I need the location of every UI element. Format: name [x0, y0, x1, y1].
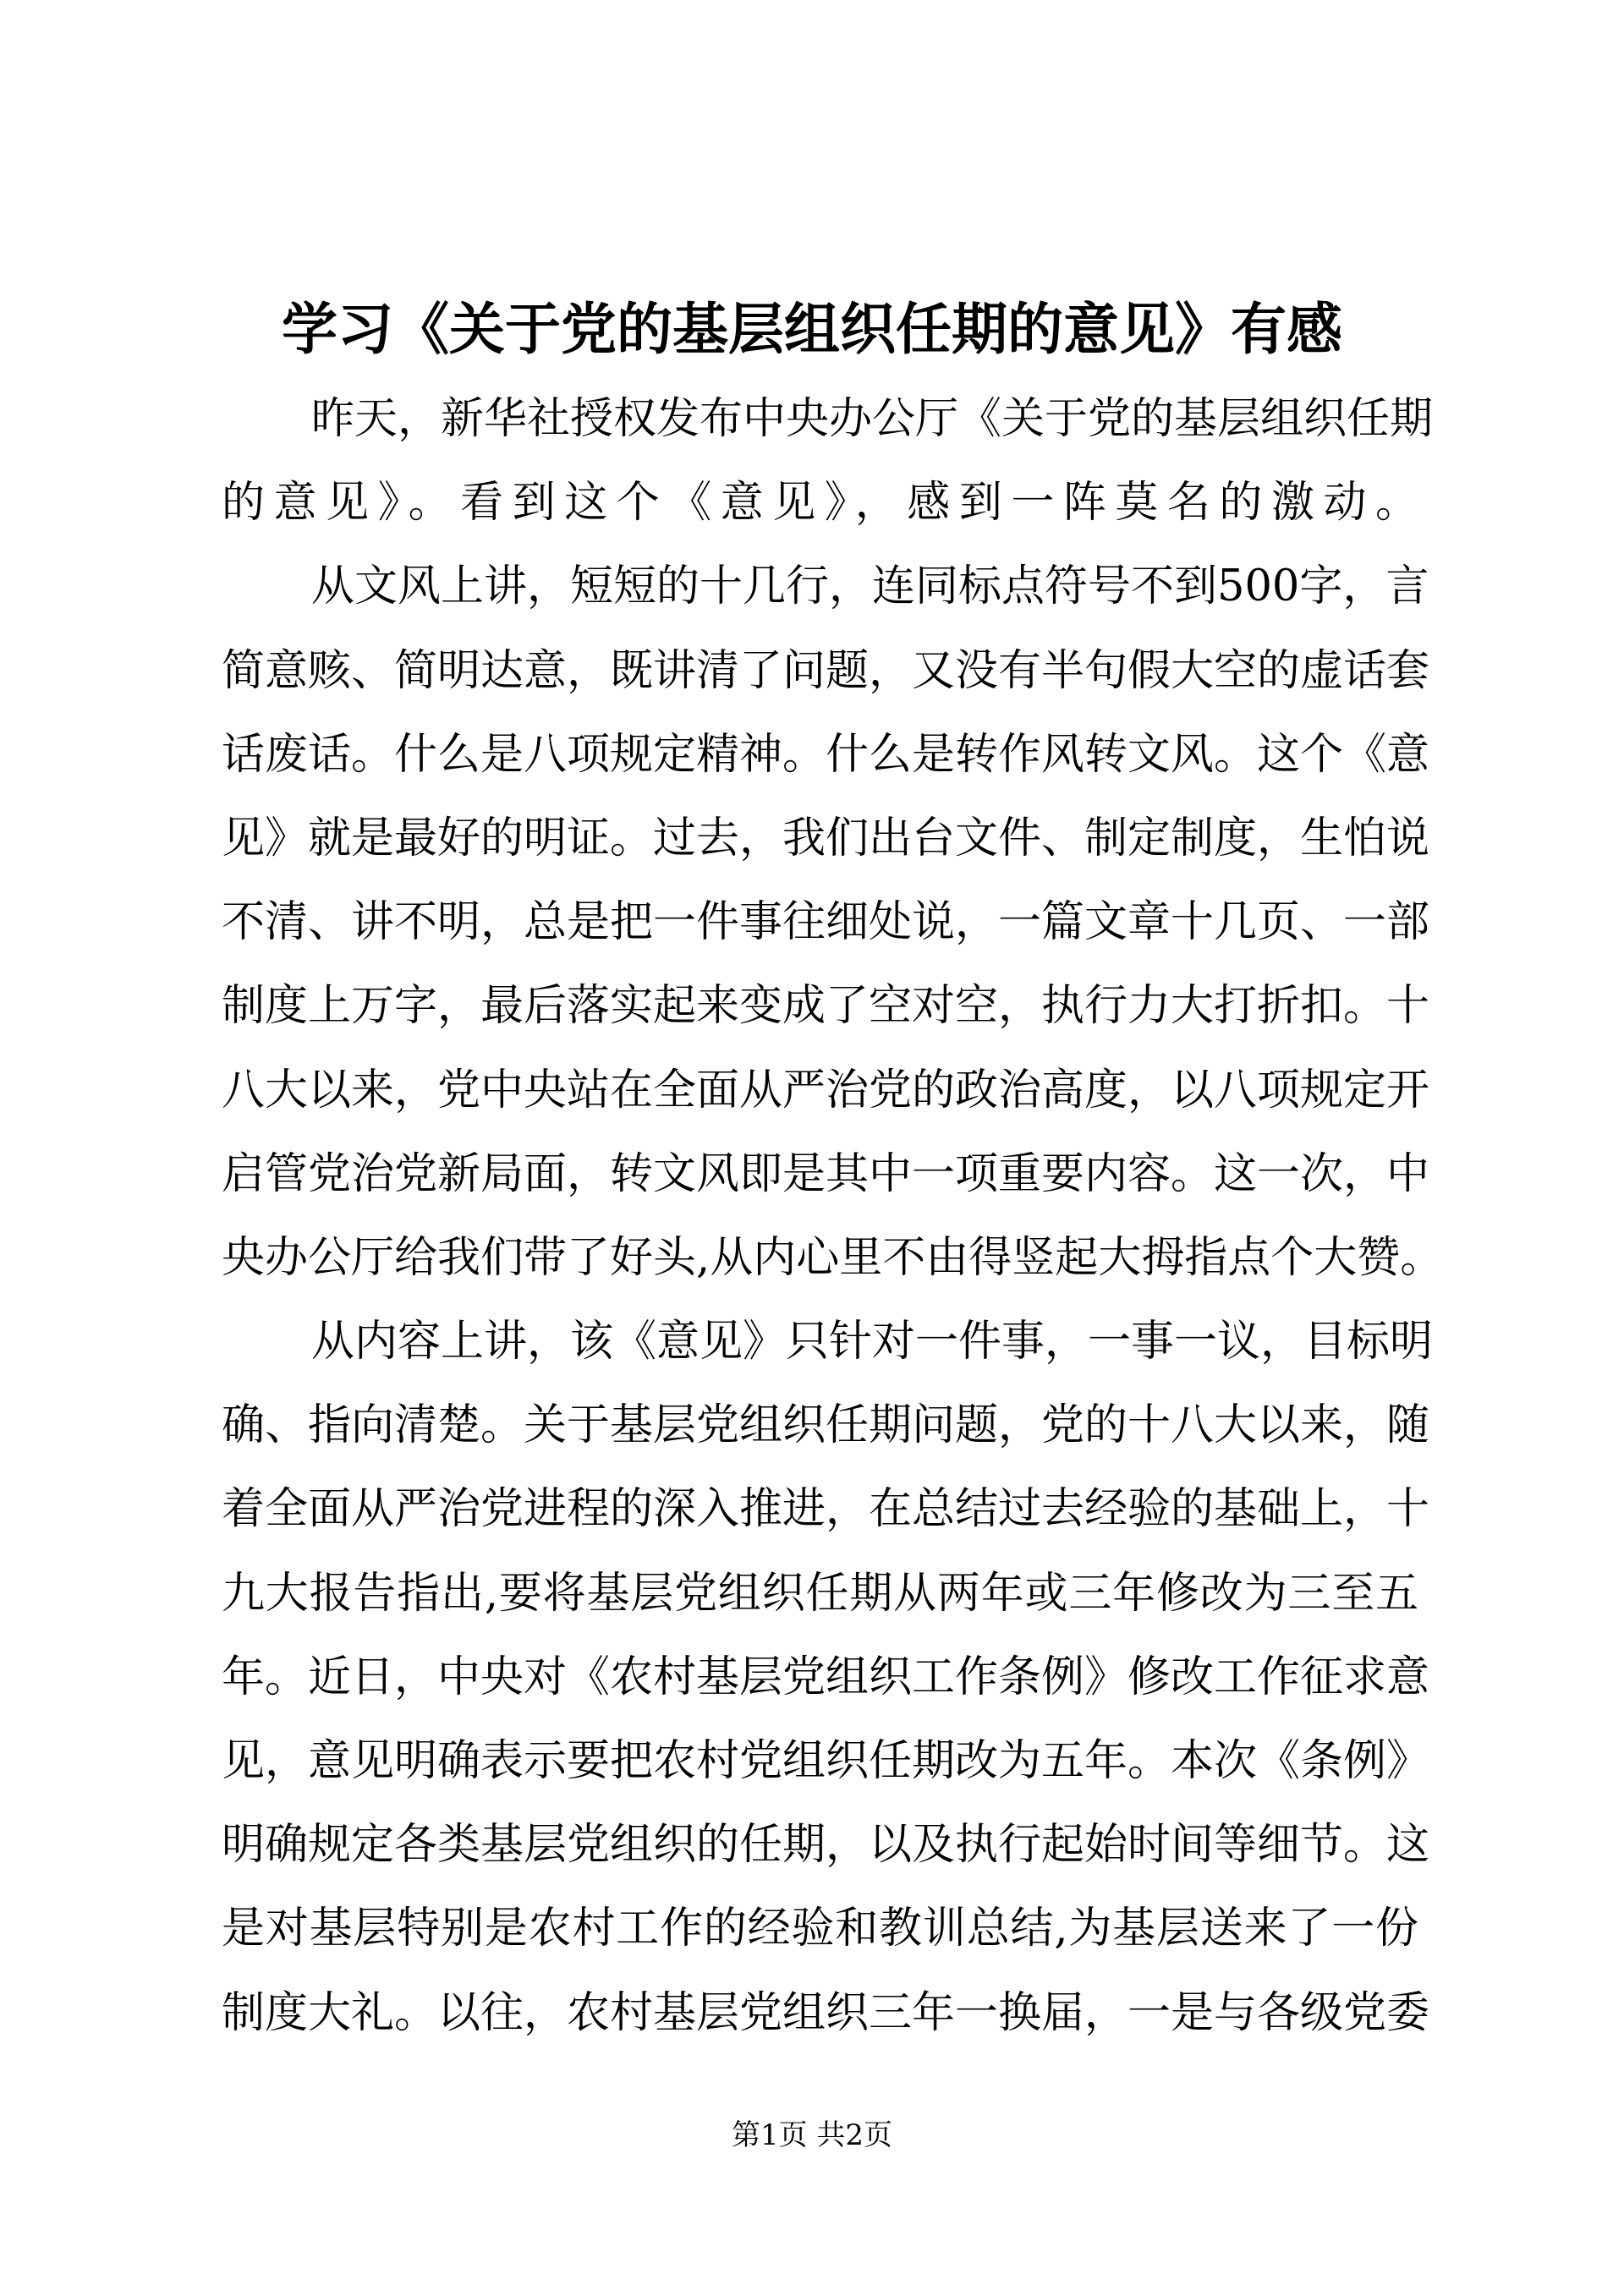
paragraph: [222, 377, 1434, 545]
paragraph-line: 明确规定各类基层党组织的任期，以及执行起始时间等细节。这: [222, 1820, 1430, 1871]
paragraph: [222, 1300, 1434, 2055]
paragraph-line: 制度大礼。以往，农村基层党组织三年一换届，一是与各级党委: [222, 1987, 1430, 2038]
paragraph-line: 见》就是最好的明证。过去，我们出台文件、制定制度，生怕说: [222, 813, 1430, 863]
paragraph-line: 话废话。什么是八项规定精神。什么是转作风转文风。这个《意: [222, 729, 1430, 780]
page-number-footer: 第1页 共2页: [731, 2118, 893, 2152]
document-title: 学习《关于党的基层组织任期的意见》有感: [282, 297, 1342, 362]
paragraph-line: 昨天，新华社授权发布中央办公厅《关于党的基层组织任期: [311, 394, 1434, 444]
paragraph-line: 从内容上讲，该《意见》只针对一件事，一事一议，目标明: [311, 1317, 1434, 1367]
paragraph-line: 是对基层特别是农村工作的经验和教训总结,为基层送来了一份: [222, 1904, 1418, 1954]
paragraph-line: 见，意见明确表示要把农村党组织任期改为五年。本次《条例》: [222, 1736, 1430, 1786]
paragraph-line: 确、指向清楚。关于基层党组织任期问题，党的十八大以来，随: [222, 1400, 1430, 1451]
document-body: [222, 377, 1444, 2055]
paragraph-line: 的意见》。看到这个《意见》，感到一阵莫名的激动。: [222, 478, 1418, 529]
paragraph-line: 八大以来，党中央站在全面从严治党的政治高度，以八项规定开: [222, 1065, 1430, 1115]
paragraph-line: 简意赅、简明达意，既讲清了问题，又没有半句假大空的虚话套: [222, 645, 1430, 696]
paragraph-line: 九大报告指出,要将基层党组织任期从两年或三年修改为三至五: [222, 1568, 1418, 1619]
paragraph: [222, 545, 1444, 1300]
paragraph-line: 不清、讲不明，总是把一件事往细处说，一篇文章十几页、一部: [222, 897, 1430, 948]
paragraph-line: 央办公厅给我们带了好头,从内心里不由得竖起大拇指点个大赞。: [222, 1232, 1444, 1283]
paragraph-line: 着全面从严治党进程的深入推进，在总结过去经验的基础上，十: [222, 1484, 1430, 1535]
paragraph-line: 年。近日，中央对《农村基层党组织工作条例》修改工作征求意: [222, 1652, 1430, 1702]
paragraph-line: 启管党治党新局面，转文风即是其中一项重要内容。这一次，中: [222, 1148, 1430, 1199]
paragraph-line: 从文风上讲，短短的十几行，连同标点符号不到500字，言: [311, 562, 1429, 612]
paragraph-line: 制度上万字，最后落实起来变成了空对空，执行力大打折扣。十: [222, 981, 1430, 1032]
